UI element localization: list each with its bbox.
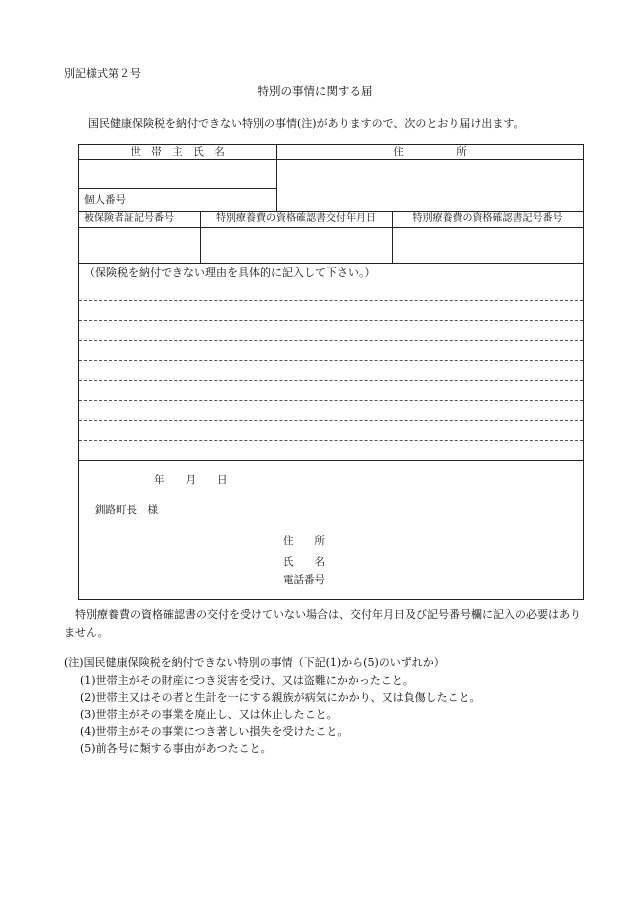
certificate-number-label: 特別療養費の資格確認書記号番号 xyxy=(412,213,563,224)
footnote-item: (1)世帯主がその財産につき災害を受け、又は盗難にかかったこと。 xyxy=(80,674,414,687)
reason-line xyxy=(79,300,583,301)
name-field-line xyxy=(79,188,276,189)
footnote-title: (注)国民健康保険税を納付できない特別の事情（下記(1)から(5)のいずれか） xyxy=(64,656,445,669)
applicant-name-label: 氏 名 xyxy=(283,556,325,568)
applicant-address-label: 住 所 xyxy=(283,535,325,547)
footnote-item: (5)前各号に類する事由があつたこと。 xyxy=(80,742,272,755)
reason-line xyxy=(79,440,583,441)
footnote-item: (3)世帯主がその事業を廃止し、又は休止したこと。 xyxy=(80,708,338,721)
addressee: 釧路町長 様 xyxy=(95,504,158,516)
reason-line xyxy=(79,320,583,321)
insured-card-number-label: 被保険者証記号番号 xyxy=(84,213,174,224)
upper-section-line xyxy=(79,211,583,212)
footnote-item: (4)世帯主がその事業につき著しい損失を受けたこと。 xyxy=(80,725,349,738)
address-label: 住 所 xyxy=(393,146,467,158)
household-head-name-label: 世 帯 主 氏 名 xyxy=(130,146,225,158)
footnote-item: (2)世帯主又はその者と生計を一にする親族が病気にかかり、又は負傷したこと。 xyxy=(80,691,481,704)
certificate-note: 特別療養費の資格確認書の交付を受けていない場合は、交付年月日及び記号番号欄に記入の必要はありません。 xyxy=(64,608,581,639)
form-number: 別記様式第２号 xyxy=(64,67,141,80)
my-number-label: 個人番号 xyxy=(84,194,126,206)
reason-line xyxy=(79,340,583,341)
certificate-issue-date-label: 特別療養費の資格確認書交付年月日 xyxy=(216,213,376,224)
cert-header-line xyxy=(79,227,583,228)
applicant-phone-label: 電話番号 xyxy=(283,574,325,586)
cert-values-line xyxy=(79,263,583,264)
reason-prompt: （保険税を納付できない理由を具体的に記入して下さい。） xyxy=(84,266,376,279)
reason-line xyxy=(79,360,583,361)
header-row-line xyxy=(79,159,583,160)
reason-line xyxy=(79,380,583,381)
reason-line xyxy=(79,400,583,401)
date-line: 年 月 日 xyxy=(154,474,228,486)
reason-section-line xyxy=(79,460,583,461)
page-title: 特別の事情に関する届 xyxy=(257,84,373,98)
intro-text: 国民健康保険税を納付できない特別の事情(注)がありますので、次のとおり届け出ます。 xyxy=(88,117,525,130)
reason-line xyxy=(79,420,583,421)
